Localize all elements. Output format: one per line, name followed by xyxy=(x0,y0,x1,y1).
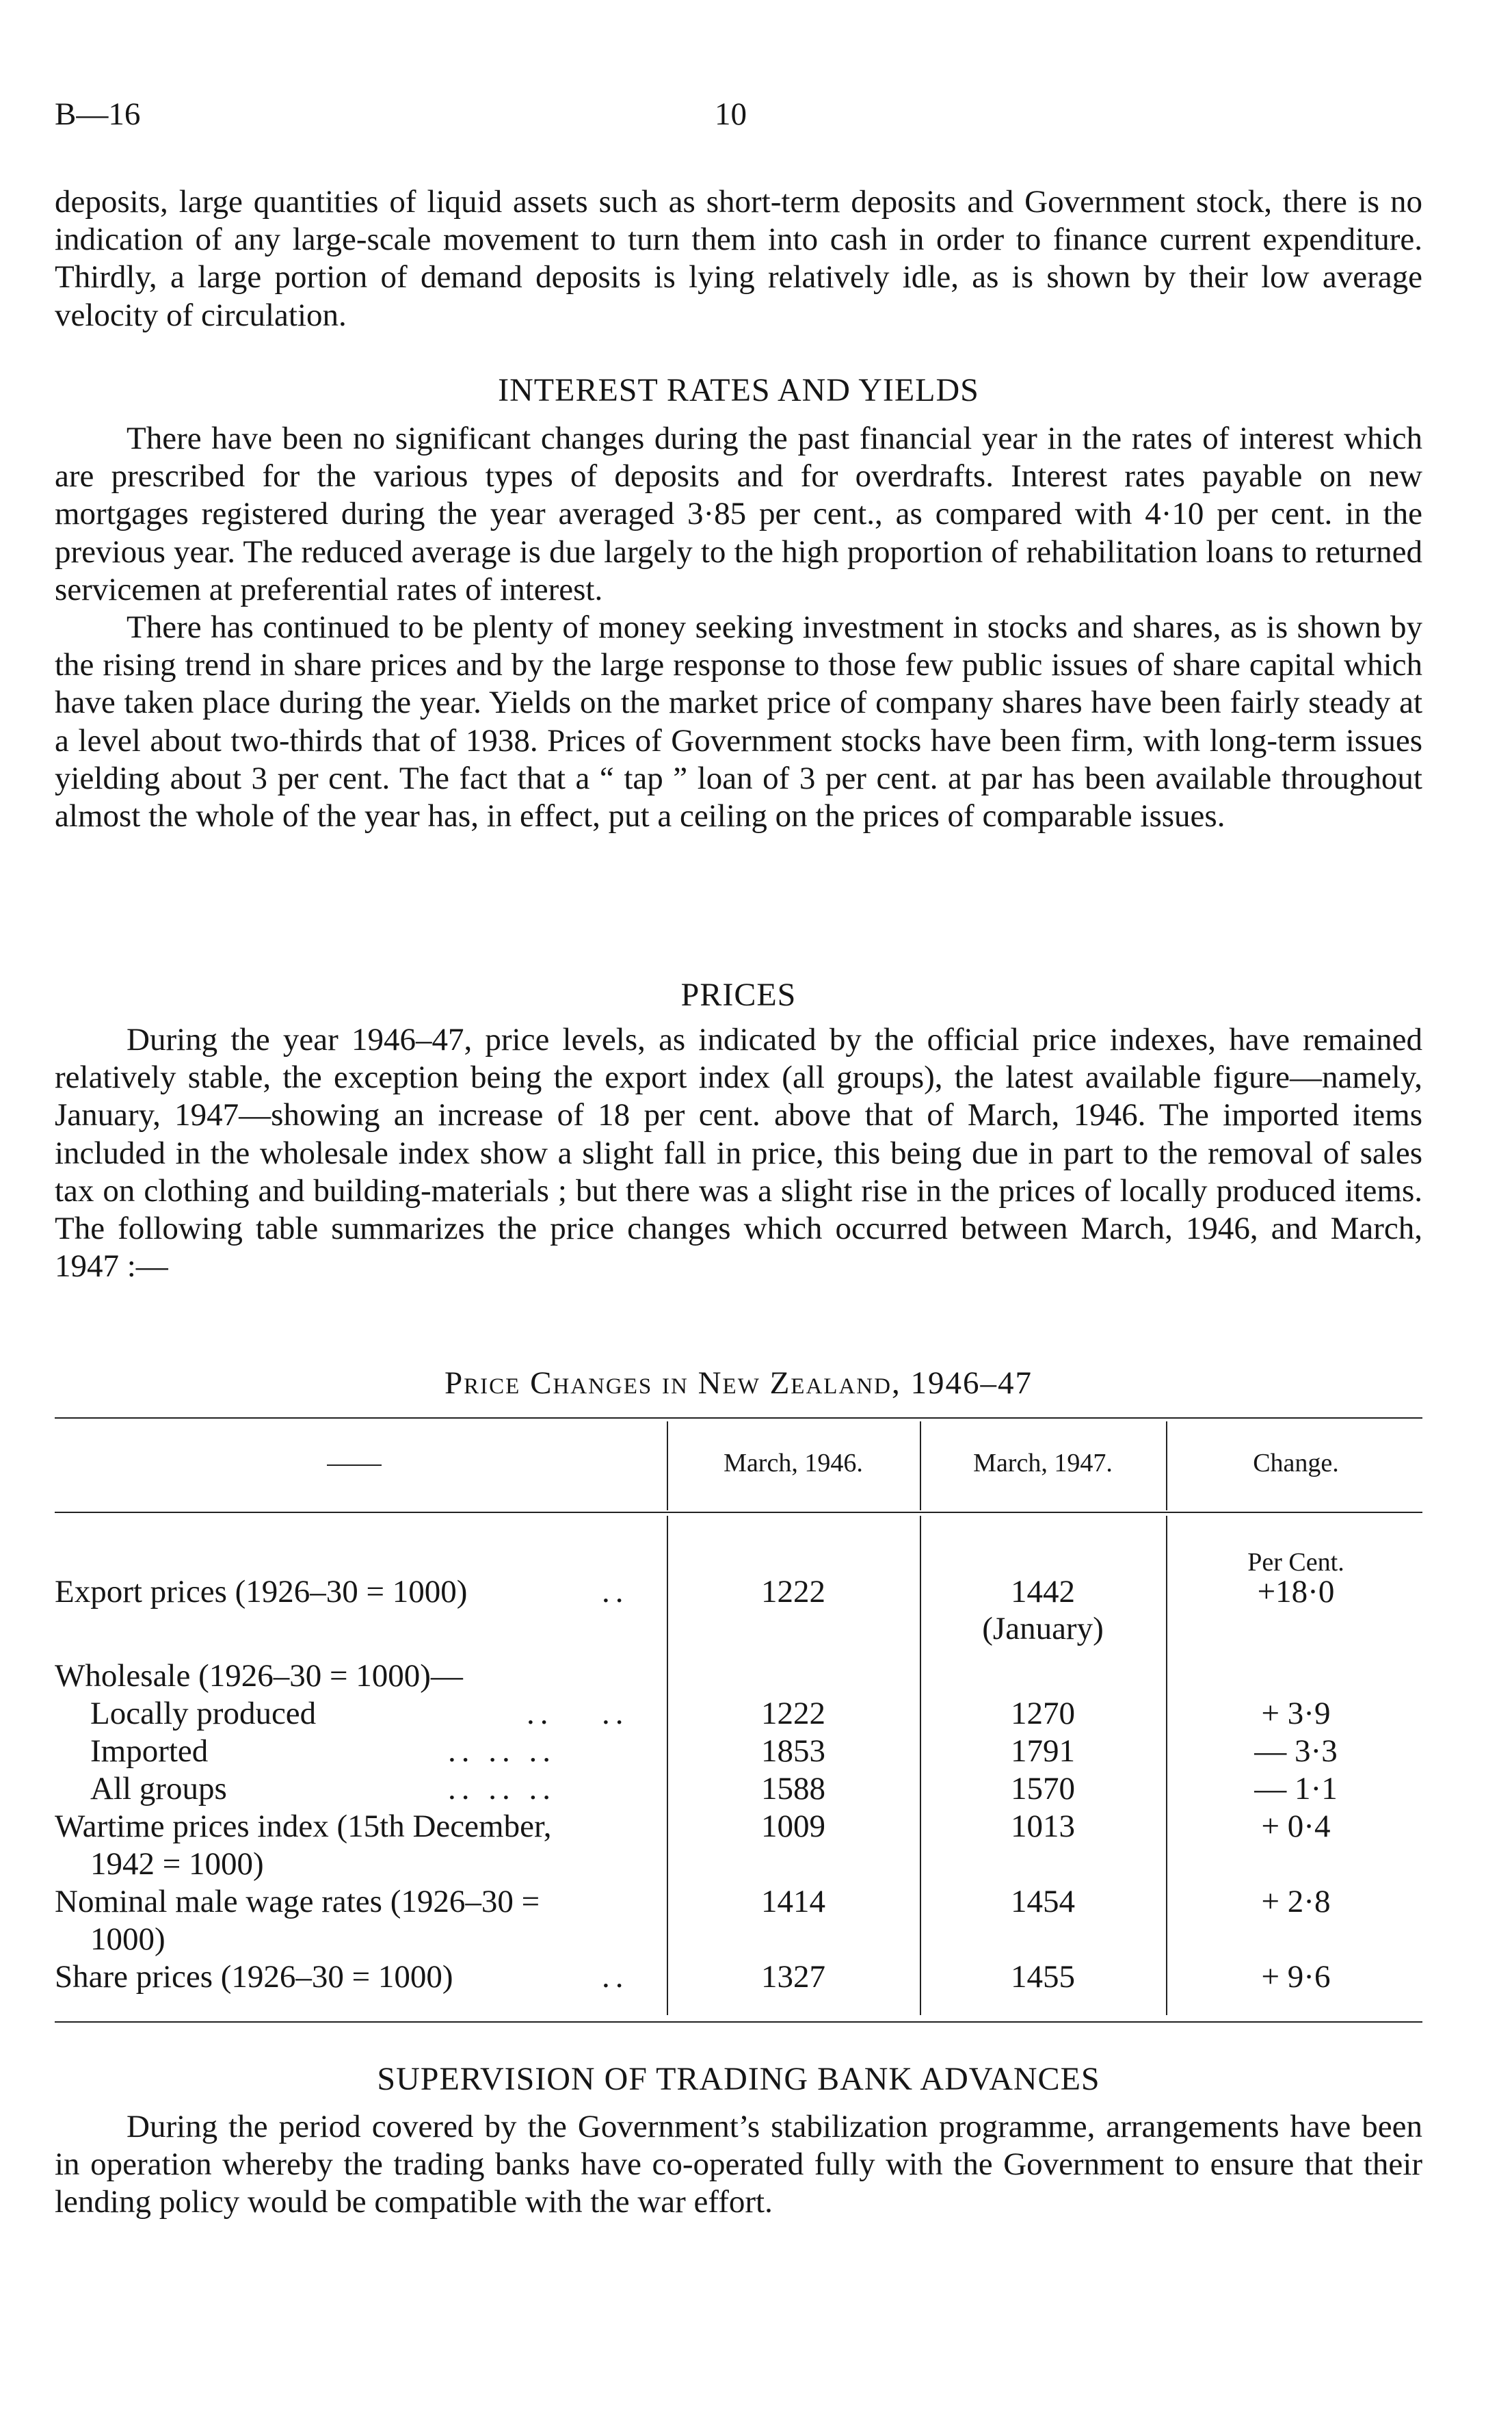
table-bottom-rule xyxy=(55,2021,1422,2023)
column-divider xyxy=(667,1421,668,1510)
cell-note: (January) xyxy=(982,1611,1104,1646)
row-label-locally-produced: Locally produced xyxy=(90,1696,317,1731)
unit-label: Per Cent. xyxy=(1247,1548,1344,1577)
cell-value: 1853 xyxy=(761,1733,825,1769)
cell-value: 1414 xyxy=(761,1884,825,1919)
cell-value: 1570 xyxy=(1011,1771,1075,1806)
row-label-wartime-continued: 1942 = 1000) xyxy=(90,1846,264,1882)
heading-prices: PRICES xyxy=(680,977,797,1013)
cell-value: 1455 xyxy=(1011,1959,1075,1995)
row-label-export: Export prices (1926–30 = 1000) xyxy=(55,1574,468,1609)
supervision-paragraph: During the period covered by the Government’s stabilization programme, arrangements have been in operation whereby the trading banks have co-operated fully with the Government to ensure that their lending policy would be compatible with the war effort. xyxy=(55,2109,1422,2220)
column-divider xyxy=(1166,1421,1167,1510)
document-reference: B—16 xyxy=(55,96,141,132)
cell-change: +18·0 xyxy=(1257,1574,1335,1609)
row-label-wage-rates-continued: 1000) xyxy=(90,1921,165,1957)
column-divider xyxy=(1166,1516,1167,2015)
cell-value: 1327 xyxy=(761,1959,825,1995)
intro-paragraph-block xyxy=(55,183,1422,334)
cell-value: 1009 xyxy=(761,1809,825,1844)
cell-change: + 9·6 xyxy=(1261,1959,1331,1995)
column-divider xyxy=(920,1516,921,2015)
cell-value: 1013 xyxy=(1011,1809,1075,1844)
header-march-1947: March, 1947. xyxy=(973,1449,1113,1477)
header-march-1946: March, 1946. xyxy=(724,1449,863,1477)
cell-value: 1222 xyxy=(761,1696,825,1731)
interest-paragraph-2: There has continued to be plenty of money seeking investment in stocks and shares, as is shown by the rising trend in share prices and by the large response to those few public issues of share capital which have taken place during the year. Yields on the market price of company shares have been fairly steady at a level about two-thirds that of 1938. Prices of Government stocks have been firm, with long-term issues yielding about 3 per cent. The fact that a “ tap ” loan of 3 per cent. at par has been available throughout almost the whole of the year has, in effect, put a ceiling on the prices of comparable issues. xyxy=(55,609,1422,835)
cell-value: 1270 xyxy=(1011,1696,1075,1731)
supervision-paragraph-block xyxy=(55,2108,1422,2222)
row-label-wartime: Wartime prices index (15th December, xyxy=(55,1809,552,1844)
cell-change: — 1·1 xyxy=(1254,1771,1338,1806)
prices-paragraph: During the year 1946–47, price levels, as indicated by the official price indexes, have remained relatively stable, the exception being the export index (all groups), the latest available figure—namely, January, 1947—showing an increase of 18 per cent. above that of March, 1946. The imported items included in the wholesale index show a slight fall in price, this being due in part to the removal of sales tax on clothing and building-materials ; but there was a slight rise in the prices of locally produced items. The following table summarizes the price changes which occurred between March, 1946, and March, 1947 :— xyxy=(55,1022,1422,1285)
row-label-share-prices: Share prices (1926–30 = 1000) xyxy=(55,1959,453,1995)
leader-dots: .. xyxy=(527,1696,554,1731)
cell-value: 1442 xyxy=(1011,1574,1075,1609)
leader-dots: .. .. .. xyxy=(448,1771,556,1806)
cell-value: 1791 xyxy=(1011,1733,1075,1769)
heading-interest-rates: INTEREST RATES AND YIELDS xyxy=(498,372,979,408)
row-label-wage-rates: Nominal male wage rates (1926–30 = xyxy=(55,1884,540,1919)
row-label-wholesale: Wholesale (1926–30 = 1000)— xyxy=(55,1658,463,1694)
page-header xyxy=(55,96,1422,137)
leader-dots: .. xyxy=(602,1574,629,1609)
page-number: 10 xyxy=(715,96,747,132)
header-change: Change. xyxy=(1253,1449,1339,1477)
table-caption: Price Changes in New Zealand, 1946–47 xyxy=(445,1365,1033,1401)
leader-dots: .. xyxy=(602,1959,629,1995)
cell-change: + 0·4 xyxy=(1261,1809,1331,1844)
cell-change: — 3·3 xyxy=(1254,1733,1338,1769)
column-divider xyxy=(920,1421,921,1510)
leader-dots: .. .. .. xyxy=(448,1733,556,1769)
heading-supervision: SUPERVISION OF TRADING BANK ADVANCES xyxy=(377,2061,1100,2097)
cell-value: 1454 xyxy=(1011,1884,1075,1919)
prices-paragraph-block xyxy=(55,1021,1422,1285)
row-label-imported: Imported xyxy=(90,1733,209,1769)
stub-header-dash xyxy=(327,1464,382,1466)
row-label-all-groups: All groups xyxy=(90,1771,227,1806)
cell-value: 1588 xyxy=(761,1771,825,1806)
table-top-rule xyxy=(55,1417,1422,1419)
interest-paragraphs xyxy=(55,420,1422,835)
column-divider xyxy=(667,1516,668,2015)
leader-dots: .. xyxy=(602,1696,629,1731)
cell-change: + 2·8 xyxy=(1261,1884,1331,1919)
interest-paragraph-1: There have been no significant changes during the past financial year in the rates of interest which are prescribed for the various types of deposits and for overdrafts. Interest rates payable on new mortgages registered during the year averaged 3·85 per cent., as compared with 4·10 per cent. in the previous year. The reduced average is due largely to the high proportion of rehabilitation loans to returned servicemen at preferential rates of interest. xyxy=(55,421,1422,607)
table-header-rule xyxy=(55,1512,1422,1513)
intro-paragraph: deposits, large quantities of liquid assets such as short-term deposits and Government stock, there is no indication of any large-scale movement to turn them into cash in order to finance current expenditure. Thirdly, a large portion of demand deposits is lying relatively idle, as is shown by their low average velocity of circulation. xyxy=(55,184,1422,333)
cell-value: 1222 xyxy=(761,1574,825,1609)
cell-change: + 3·9 xyxy=(1261,1696,1331,1731)
